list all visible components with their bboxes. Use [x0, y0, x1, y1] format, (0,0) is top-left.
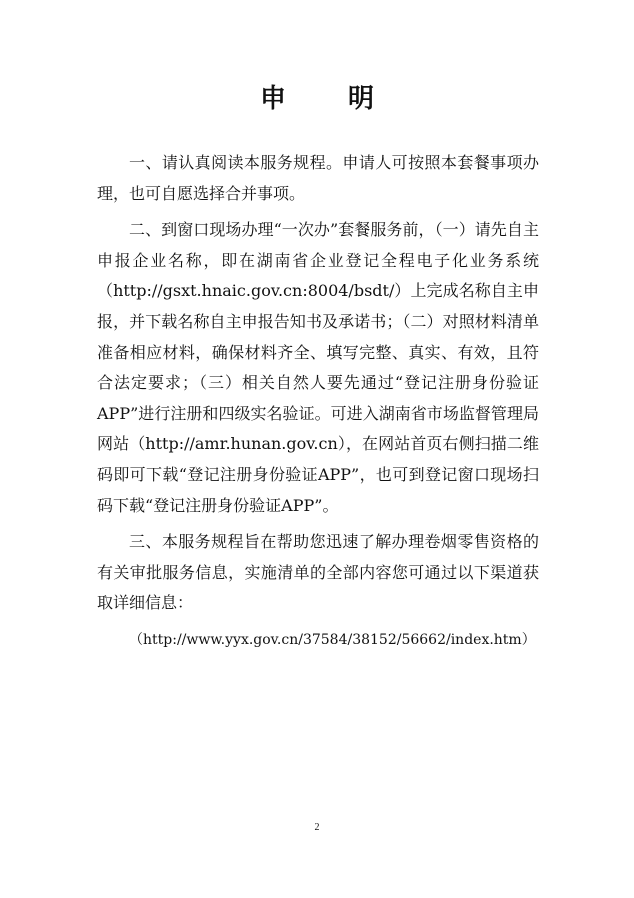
info-url-line: （http://www.yyx.gov.cn/37584/38152/56662/index.htm）: [129, 631, 536, 648]
paragraph-2: 二、到窗口现场办理“一次办”套餐服务前，（一）请先自主申报企业名称，即在湖南省企业登记全程电子化业务系统（http://gsxt.hnaic.gov.cn:8004/bsdt/）上完成名称自主申报，并下载名称自主申报告知书及承诺书；（二）对照材料清单准备相应材料，确保材料齐全、填写完整、真实、有效，且符合法定要求；（三）相关自然人要先通过“登记注册身份验证APP”进行注册和四级实名验证。可进入湖南省市场监督管理局网站（http://amr.hunan.gov.cn），在网站首页右侧扫描二维码即可下载“登记注册身份验证APP”，也可到登记窗口现场扫码下载“登记注册身份验证APP”。: [97, 220, 539, 515]
page-number: 2: [314, 822, 320, 833]
page-title: 申 明: [259, 84, 392, 114]
document-body: [97, 148, 539, 662]
paragraph-1: 一、请认真阅读本服务规程。申请人可按照本套餐事项办理，也可自愿选择合并事项。: [97, 153, 539, 203]
paragraph-3: 三、本服务规程旨在帮助您迅速了解办理卷烟零售资格的有关审批服务信息，实施清单的全部内容您可通过以下渠道获取详细信息：: [97, 532, 539, 613]
